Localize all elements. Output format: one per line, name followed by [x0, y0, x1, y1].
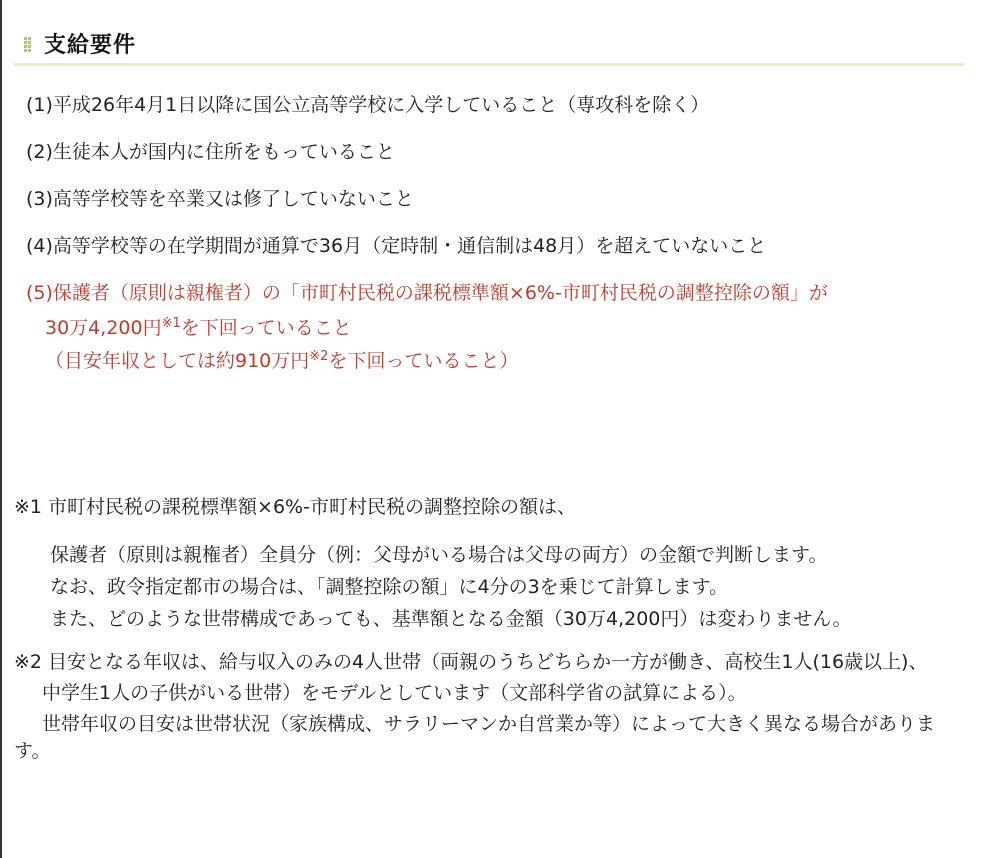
footnote-1-line-3: また、どのような世帯構成であっても、基準額となる金額（30万4,200円）は変わりません。	[50, 608, 852, 630]
section-heading	[14, 22, 964, 66]
requirement-item-2: (2)生徒本人が国内に住所をもっていること	[26, 141, 395, 163]
footnote-2-line-2: 中学生1人の子供がいる世帯）をモデルとしています（文部科学省の試算による）。	[42, 682, 747, 704]
requirements-list	[26, 92, 828, 375]
footnote-mark-1: ※1	[161, 316, 181, 331]
footnote-1-body	[14, 539, 954, 635]
requirement-item-5	[26, 280, 828, 375]
heading-marker-icon	[24, 37, 32, 53]
footnote-1-head: ※1 市町村民税の課税標準額×6%-市町村民税の調整控除の額は、	[14, 496, 576, 518]
section-title: 支給要件	[44, 33, 137, 58]
footnote-2-head: ※2 目安となる年収は、給与収入のみの4人世帯（両親のうちどちらか一方が働き、高校生1人(16歳以上)、	[14, 651, 928, 673]
requirement-5-line-3-tail: を下回っていること）	[328, 350, 519, 372]
requirement-5-line-2-tail: を下回っていること	[180, 317, 352, 339]
requirement-item-4: (4)高等学校等の在学期間が通算で36月（定時制・通信制は48月）を超えていないこと	[26, 235, 767, 257]
requirement-5-line-3	[26, 348, 828, 375]
footnotes	[14, 494, 954, 765]
requirement-5-line-2	[26, 315, 828, 342]
income-threshold: 30万4,200円	[45, 317, 162, 339]
footnote-1-line-1: 保護者（原則は親権者）全員分（例：父母がいる場合は父母の両方）の金額で判断します。	[50, 544, 828, 566]
requirement-5-line-1: (5)保護者（原則は親権者）の「市町村民税の課税標準額×6%-市町村民税の調整控除の額」が	[26, 282, 828, 304]
income-estimate: （目安年収としては約910万円	[45, 350, 310, 372]
footnote-2	[14, 649, 954, 765]
footnote-mark-2: ※2	[309, 349, 329, 364]
footnote-1-line-2: なお、政令指定都市の場合は、「調整控除の額」に4分の3を乗じて計算します。	[50, 576, 729, 598]
requirement-item-1: (1)平成26年4月1日以降に国公立高等学校に入学していること（専攻科を除く）	[26, 94, 710, 116]
footnote-2-line-3: 世帯年収の目安は世帯状況（家族構成、サラリーマンか自営業か等）によって大きく異なる場合があります。	[14, 713, 936, 762]
requirement-item-3: (3)高等学校等を卒業又は修了していないこと	[26, 188, 414, 210]
